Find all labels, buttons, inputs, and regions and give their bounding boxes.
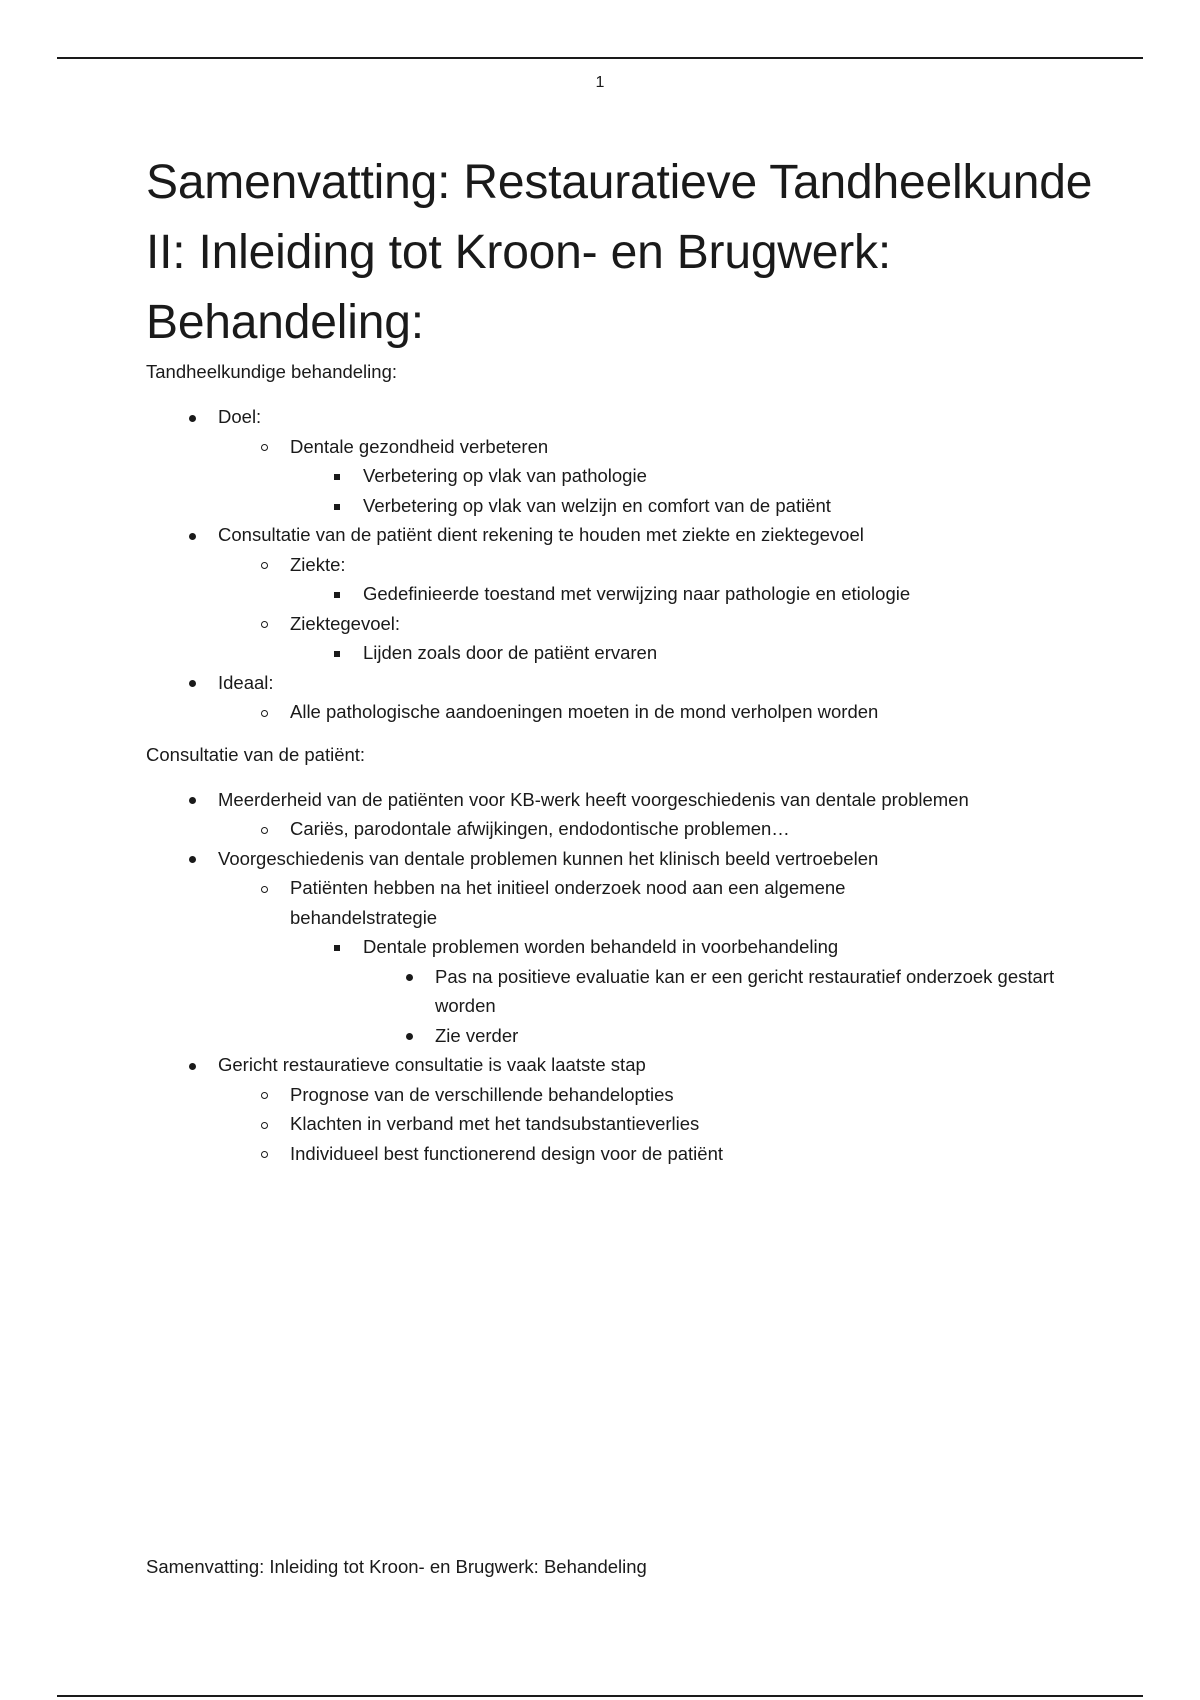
list-item: Prognose van de verschillende behandelopties (146, 1080, 1106, 1110)
bullet-icon (182, 668, 202, 698)
list-item: Dentale problemen worden behandeld in voorbehandeling (146, 932, 1106, 962)
list-item: Meerderheid van de patiënten voor KB-werk heeft voorgeschiedenis van dentale problemen (146, 785, 1106, 815)
square-bullet-icon (327, 932, 347, 962)
list-item: Ziektegevoel: (146, 609, 1106, 639)
list-item: Verbetering op vlak van welzijn en comfort van de patiënt (146, 491, 1106, 521)
section-heading: Tandheelkundige behandeling: (146, 361, 397, 382)
list-item: Cariës, parodontale afwijkingen, endodontische problemen… (146, 814, 1106, 844)
list-item: Pas na positieve evaluatie kan er een gericht restauratief onderzoek gestart worden (146, 962, 1106, 1021)
circle-bullet-icon (254, 550, 274, 580)
bullet-list (146, 402, 1106, 727)
square-bullet-icon (327, 461, 347, 491)
bullet-icon (182, 1050, 202, 1080)
list-item: Ideaal: (146, 668, 1106, 698)
footer-rule (57, 1695, 1143, 1697)
square-bullet-icon (327, 638, 347, 668)
square-bullet-icon (327, 579, 347, 609)
footer-text: Samenvatting: Inleiding tot Kroon- en Brugwerk: Behandeling (146, 1556, 647, 1577)
circle-bullet-icon (254, 609, 274, 639)
list-item: Gericht restauratieve consultatie is vaak laatste stap (146, 1050, 1106, 1080)
list-item: Lijden zoals door de patiënt ervaren (146, 638, 1106, 668)
list-item: Dentale gezondheid verbeteren (146, 432, 1106, 462)
circle-bullet-icon (254, 873, 274, 903)
bullet-icon (399, 962, 419, 992)
list-item: Alle pathologische aandoeningen moeten in de mond verholpen worden (146, 697, 1106, 727)
list-item: Zie verder (146, 1021, 1106, 1051)
circle-bullet-icon (254, 1080, 274, 1110)
list-item: Consultatie van de patiënt dient rekening te houden met ziekte en ziektegevoel (146, 520, 1106, 550)
document-body (146, 148, 1106, 1168)
list-item: Gedefinieerde toestand met verwijzing naar pathologie en etiologie (146, 579, 1106, 609)
list-item: Patiënten hebben na het initieel onderzoek nood aan een algemene behandelstrategie (146, 873, 1106, 932)
circle-bullet-icon (254, 1139, 274, 1169)
circle-bullet-icon (254, 432, 274, 462)
square-bullet-icon (327, 491, 347, 521)
section-heading: Consultatie van de patiënt: (146, 743, 366, 765)
page-number: 1 (595, 74, 605, 91)
bullet-icon (182, 785, 202, 815)
document-title: Samenvatting: Restauratieve Tandheelkunde II: Inleiding tot Kroon- en Brugwerk: Behandeling: (146, 156, 1093, 349)
bullet-icon (182, 844, 202, 874)
list-item: Doel: (146, 402, 1106, 432)
list-item: Ziekte: (146, 550, 1106, 580)
list-item: Voorgeschiedenis van dentale problemen kunnen het klinisch beeld vertroebelen (146, 844, 1106, 874)
bullet-icon (182, 520, 202, 550)
list-item: Verbetering op vlak van pathologie (146, 461, 1106, 491)
list-item: Klachten in verband met het tandsubstantieverlies (146, 1109, 1106, 1139)
list-item: Individueel best functionerend design voor de patiënt (146, 1139, 1106, 1169)
bullet-icon (399, 1021, 419, 1051)
circle-bullet-icon (254, 814, 274, 844)
header-rule (57, 57, 1143, 59)
circle-bullet-icon (254, 1109, 274, 1139)
circle-bullet-icon (254, 697, 274, 727)
bullet-icon (182, 402, 202, 432)
bullet-list (146, 785, 1106, 1169)
